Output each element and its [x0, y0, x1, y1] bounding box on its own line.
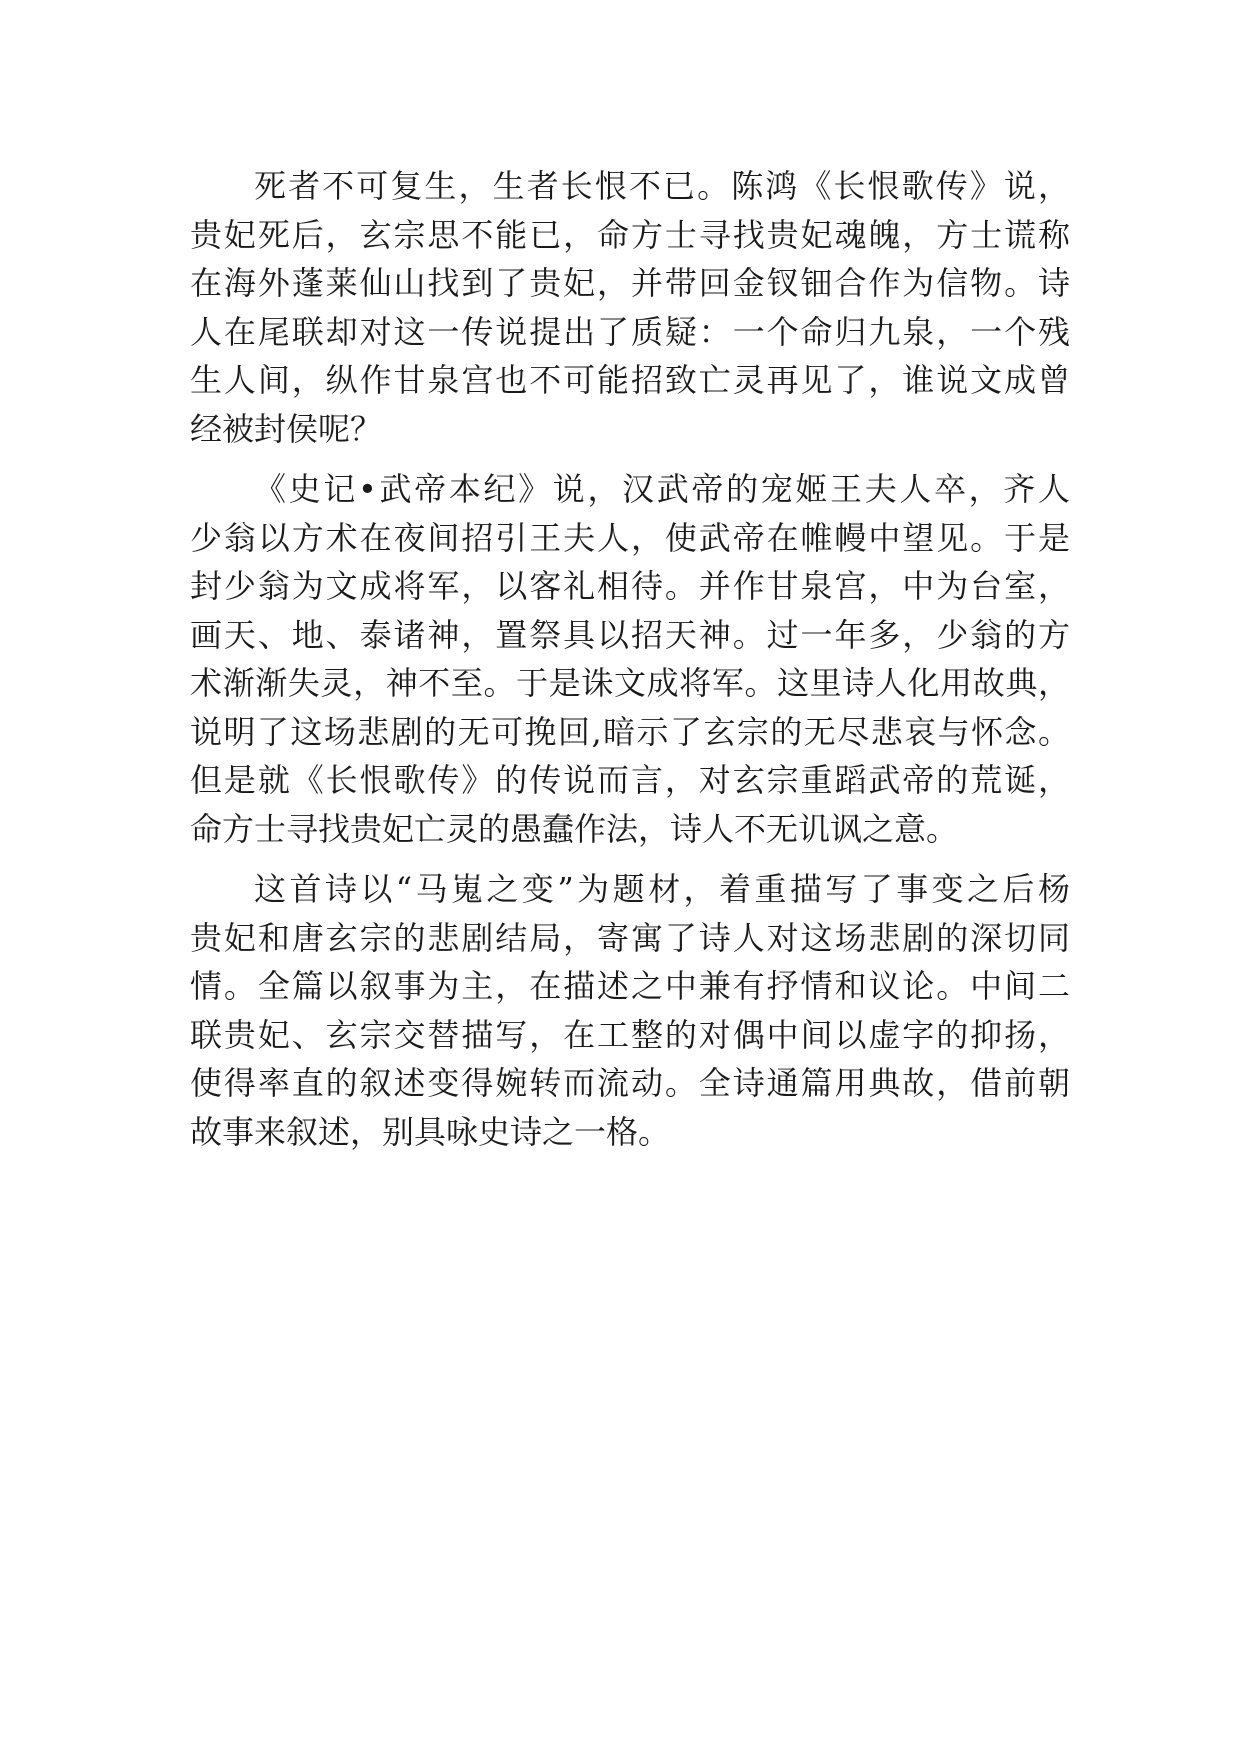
text-line: 画天、地、泰诸神，置祭具以招天神。过一年多，少翁的方	[190, 615, 1070, 654]
text-line: 封少翁为文成将军，以客礼相待。并作甘泉宫，中为台室，	[190, 567, 1070, 605]
text-line: 使得率直的叙述变得婉转而流动。全诗通篇用典故，借前朝	[190, 1064, 1070, 1102]
text-line: 《史记•武帝本纪》说，汉武帝的宠姬王夫人卒，齐人	[254, 470, 1070, 508]
text-line: 生人间，纵作甘泉宫也不可能招致亡灵再见了，谁说文成曾	[190, 361, 1070, 399]
text-line: 故事来叙述，别具咏史诗之一格。	[190, 1112, 671, 1151]
text-line: 人在尾联却对这一传说提出了质疑：一个命归九泉，一个残	[190, 312, 1070, 351]
text-line: 说明了这场悲剧的无可挽回,暗示了玄宗的无尽悲哀与怀念。	[190, 712, 1070, 751]
text-line: 但是就《长恨歌传》的传说而言，对玄宗重蹈武帝的荒诞，	[190, 761, 1070, 799]
text-line: 联贵妃、玄宗交替描写，在工整的对偶中间以虚字的抑扬，	[190, 1015, 1070, 1054]
text-line: 这首诗以“马嵬之变”为题材，着重描写了事变之后杨	[254, 870, 1070, 908]
paragraph-3	[190, 865, 1070, 1156]
text-line: 贵妃死后，玄宗思不能已，命方士寻找贵妃魂魄，方士谎称	[190, 215, 1070, 254]
text-line: 经被封侯呢？	[190, 409, 383, 448]
text-line: 死者不可复生，生者长恨不已。陈鸿《长恨歌传》说，	[254, 167, 1070, 205]
paragraph-1	[190, 162, 1070, 453]
text-line: 在海外蓬莱仙山找到了贵妃，并带回金钗钿合作为信物。诗	[190, 264, 1070, 302]
document-body	[190, 162, 1070, 1168]
text-line: 情。全篇以叙事为主，在描述之中兼有抒情和议论。中间二	[190, 967, 1070, 1005]
text-line: 术渐渐失灵，神不至。于是诛文成将军。这里诗人化用故典，	[190, 664, 1070, 702]
text-line: 少翁以方术在夜间招引王夫人，使武帝在帷幔中望见。于是	[190, 518, 1070, 557]
paragraph-2	[190, 465, 1070, 853]
text-line: 贵妃和唐玄宗的悲剧结局，寄寓了诗人对这场悲剧的深切同	[190, 918, 1070, 957]
text-line: 命方士寻找贵妃亡灵的愚蠢作法，诗人不无讥讽之意。	[190, 809, 959, 848]
